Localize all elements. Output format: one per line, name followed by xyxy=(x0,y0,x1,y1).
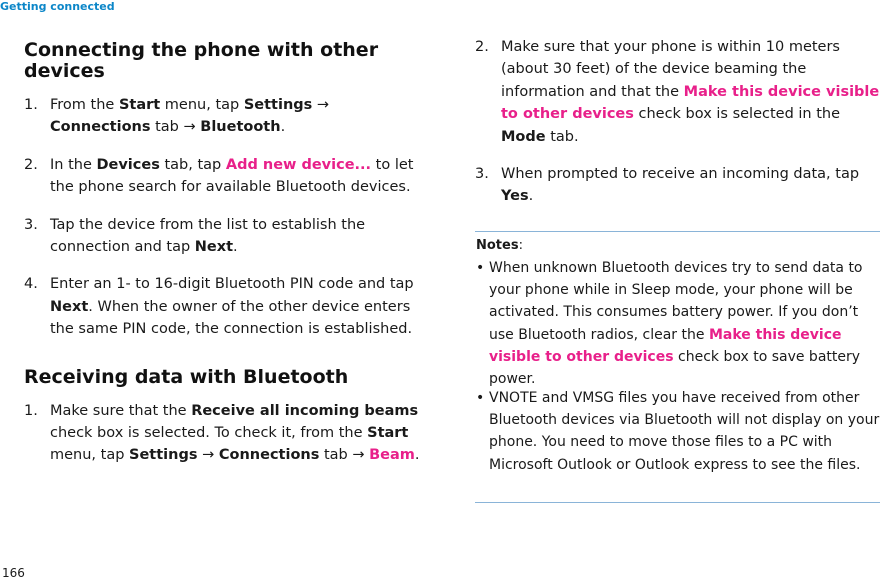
section-header: Getting connected xyxy=(0,0,115,13)
step-2-receive: 2. Make sure that your phone is within 10 meters (about 30 feet) of the device beaming the information and that the Make this device visible to other devices check box is selected in the Mode tab. xyxy=(475,39,880,145)
bullet-icon: • xyxy=(476,390,485,406)
step-3-receive: 3. When prompted to receive an incoming data, tap Yes. xyxy=(475,166,860,205)
bullet-icon: • xyxy=(476,260,485,276)
step-2-connect: 2. In the Devices tab, tap Add new device... to let the phone search for available Bluetooth devices. xyxy=(24,156,414,196)
left-column xyxy=(24,40,424,467)
note-item: • When unknown Bluetooth devices try to send data to your phone while in Sleep mode, your phone will be activated. This consumes battery power. If you don’t use Bluetooth radios, clear the Make this device visible to other devices check box to save battery power. xyxy=(476,257,880,390)
note-item: • VNOTE and VMSG files you have received from other Bluetooth devices via Bluetooth will not display on your phone. You need to move those files to a PC with Microsoft Outlook or Outlook express to see the files. xyxy=(476,387,880,476)
step-1-connect: 1. From the Start menu, tap Settings → Connections tab → Bluetooth. xyxy=(24,97,330,136)
step-1-receive: 1. Make sure that the Receive all incoming beams check box is selected. To check it, from the Start menu, tap Settings → Connections tab → Beam. xyxy=(24,402,420,464)
heading-receiving: Receiving data with Bluetooth xyxy=(24,365,349,388)
notes-box xyxy=(475,231,880,503)
heading-connecting: Connecting the phone with other devices xyxy=(24,39,379,82)
step-3-connect: 3. Tap the device from the list to establish the connection and tap Next. xyxy=(24,216,366,256)
page-number: 166 xyxy=(2,566,25,580)
notes-title: Notes: xyxy=(476,238,523,253)
step-4-connect: 4. Enter an 1- to 16-digit Bluetooth PIN code and tap Next. When the owner of the other device enters the same PIN code, the connection is established. xyxy=(24,276,414,338)
right-column xyxy=(475,36,880,208)
